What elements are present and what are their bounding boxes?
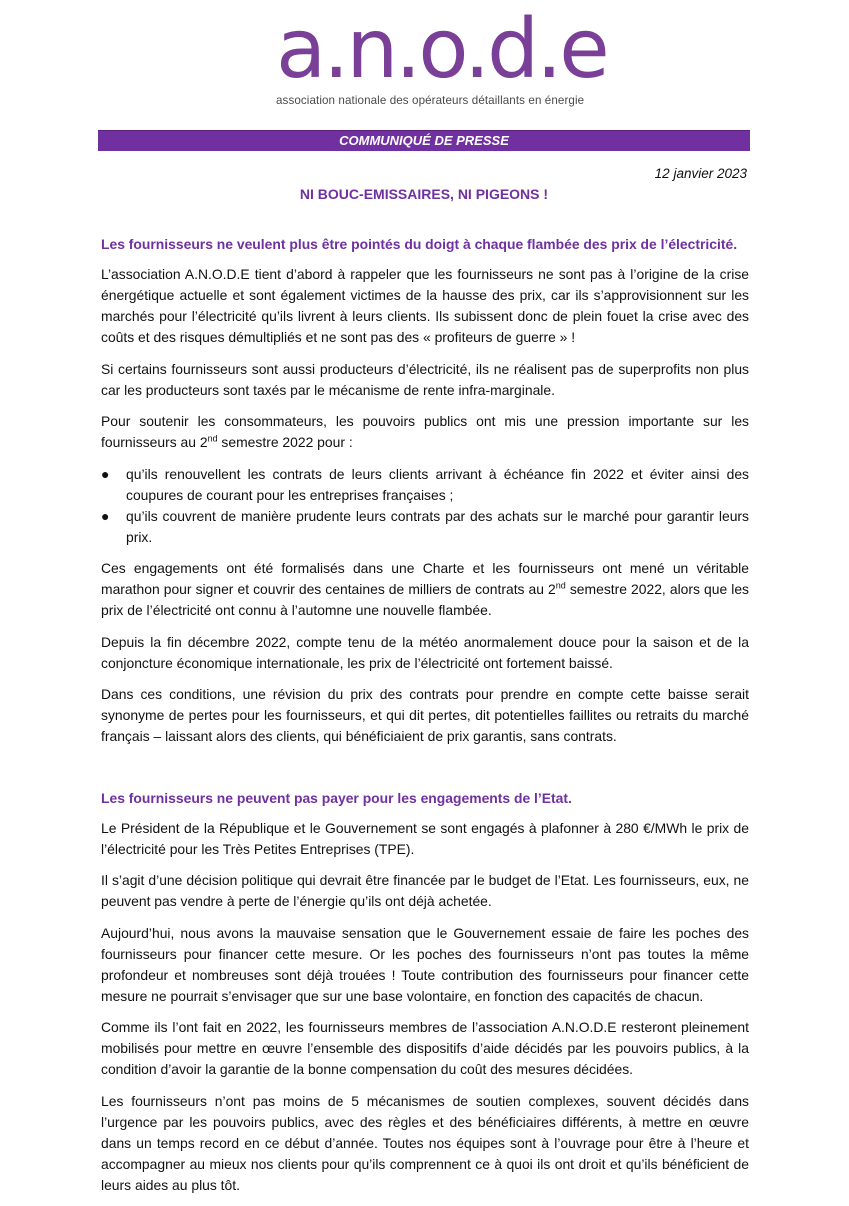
section-heading-1: Les fournisseurs ne veulent plus être pointés du doigt à chaque flambée des prix de l’électricité. bbox=[101, 236, 738, 252]
paragraph bbox=[101, 558, 749, 621]
paragraph: Le Président de la République et le Gouvernement se sont engagés à plafonner à 280 €/MWh le prix de l’électricité pour les Très Petites Entreprises (TPE). bbox=[101, 819, 749, 857]
paragraph: Dans ces conditions, une révision du prix des contrats pour prendre en compte cette baisse serait synonyme de pertes pour les fournisseurs, et qui dit pertes, dit potentielles faillites ou retraits du marché français – laissant alors des clients, qui bénéficiaient de prix garantis, sans contrats. bbox=[101, 686, 749, 744]
paragraph: L’association A.N.O.D.E tient d’abord à rappeler que les fournisseurs ne sont pas à l’origine de la crise énergétique actuelle et sont également victimes de la hausse des prix, car ils s’approvisionnent sur les marchés pour l’électricité qu’ils livrent à leurs clients. Ils subissent donc de plein fouet la crise avec des coûts et des risques démultipliés et ne sont pas des « profiteurs de guerre » ! bbox=[101, 266, 749, 345]
logo bbox=[276, 2, 607, 107]
bullet-icon: ● bbox=[101, 465, 110, 482]
superscript: nd bbox=[207, 433, 218, 444]
paragraph-text: semestre 2022 pour : bbox=[217, 434, 353, 450]
paragraph-text: Ces engagements ont été formalisés dans une Charte et les fournisseurs ont mené un véritable marathon pour signer et couvrir des centaines de milliers de contrats au 2 bbox=[101, 560, 749, 597]
list-item bbox=[101, 464, 749, 506]
bullet-list bbox=[101, 464, 749, 548]
document-body bbox=[101, 234, 749, 1206]
paragraph-text: Pour soutenir les consommateurs, les pouvoirs publics ont mis une pression importante sur les fournisseurs au 2 bbox=[101, 413, 749, 450]
paragraph: Depuis la fin décembre 2022, compte tenu de la météo anormalement douce pour la saison et de la conjoncture économique internationale, les prix de l’électricité ont fortement baissé. bbox=[101, 633, 749, 671]
list-item-text: qu’ils couvrent de manière prudente leurs contrats par des achats sur le marché pour garantir leurs prix. bbox=[126, 507, 749, 545]
paragraph: Les fournisseurs n’ont pas moins de 5 mécanismes de soutien complexes, souvent décidés dans l’urgence par les pouvoirs publics, avec des règles et des bénéficiaires différents, à mettre en œuvre dans un temps record en ce début d’année. Toutes nos équipes sont à l’ouvrage pour être à l’heure et accompagner au mieux nos clients pour qu’ils comprennent ce à quoi ils ont droit et qu’ils bénéficient de leurs aides au plus tôt. bbox=[101, 1092, 749, 1193]
bullet-icon: ● bbox=[101, 507, 110, 524]
logo-subtitle: association nationale des opérateurs détaillants en énergie bbox=[276, 94, 585, 107]
paragraph: Si certains fournisseurs sont aussi producteurs d’électricité, ils ne réalisent pas de superprofits non plus car les producteurs sont taxés par le mécanisme de rente infra-marginale. bbox=[101, 360, 749, 398]
release-date: 12 janvier 2023 bbox=[654, 166, 747, 181]
paragraph bbox=[101, 411, 749, 453]
paragraph: Comme ils l’ont fait en 2022, les fournisseurs membres de l’association A.N.O.D.E resteront pleinement mobilisés pour mettre en œuvre l’ensemble des dispositifs d’aide décidés par les pouvoirs publics, à la condition d’avoir la garantie de la bonne compensation du coût des mesures décidées. bbox=[101, 1019, 749, 1077]
press-release-banner: COMMUNIQUÉ DE PRESSE bbox=[98, 130, 750, 151]
paragraph-text: semestre 2022, alors que les prix de l’électricité ont connu à l’automne une nouvelle flambée. bbox=[101, 581, 749, 618]
list-item-text: qu’ils renouvellent les contrats de leurs clients arrivant à échéance fin 2022 et éviter ainsi des coupures de courant pour les entreprises françaises ; bbox=[126, 465, 749, 503]
list-item bbox=[101, 506, 749, 548]
logo-wordmark: a.n.o.d.e bbox=[276, 2, 607, 97]
paragraph: Il s’agit d’une décision politique qui devrait être financée par le budget de l’Etat. Les fournisseurs, eux, ne peuvent pas vendre à perte de l’énergie qu’ils ont déjà achetée. bbox=[101, 872, 749, 909]
section-spacer bbox=[101, 758, 749, 788]
page-title: NI BOUC-EMISSAIRES, NI PIGEONS ! bbox=[299, 186, 549, 202]
section-heading-2: Les fournisseurs ne peuvent pas payer pour les engagements de l’Etat. bbox=[101, 789, 572, 806]
superscript: nd bbox=[555, 580, 566, 591]
paragraph: Aujourd’hui, nous avons la mauvaise sensation que le Gouvernement essaie de faire les poches des fournisseurs pour financer cette mesure. Or les poches des fournisseurs n’ont pas toutes la même profondeur et nombreuses sont déjà trouées ! Toute contribution des fournisseurs pour financer cette mesure ne pourrait s’envisager que sur une base volontaire, en fonction des capacités de chacun. bbox=[101, 924, 749, 1004]
